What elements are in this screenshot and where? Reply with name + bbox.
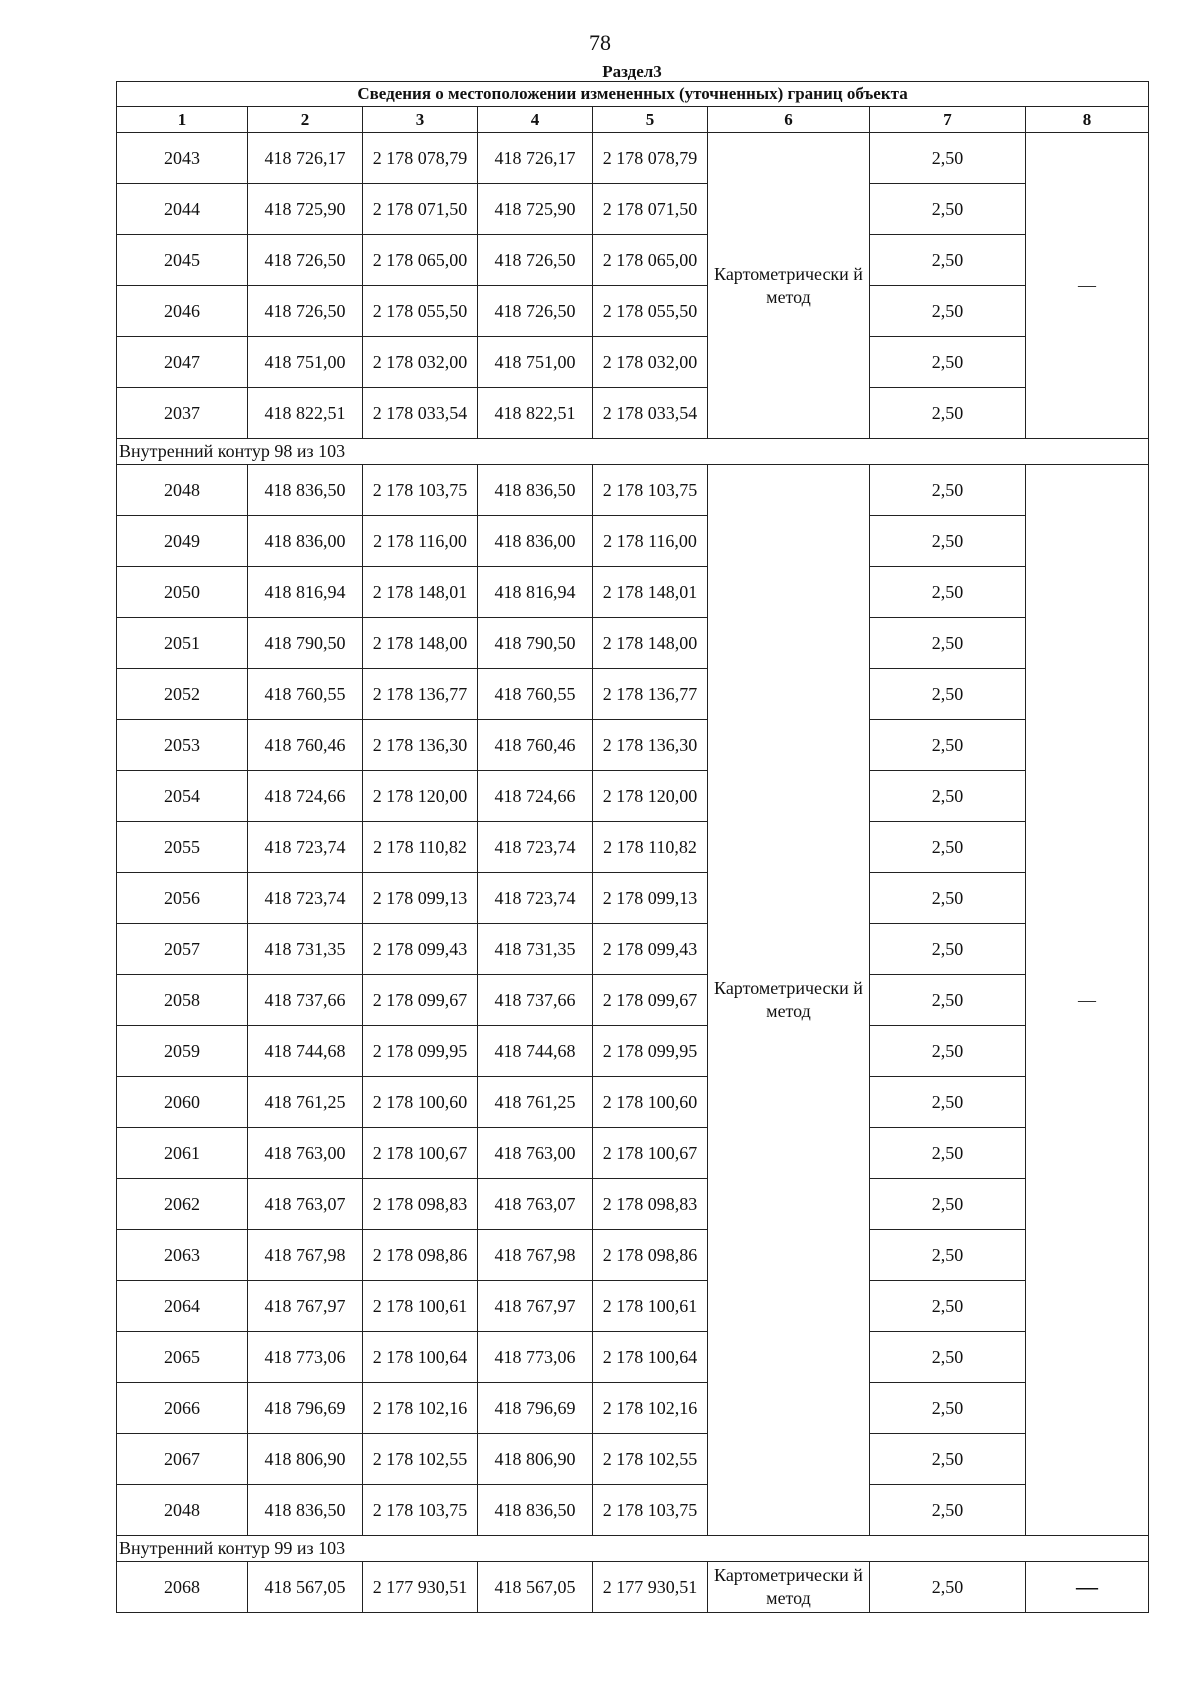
y-old-cell: 2 178 148,01	[363, 567, 478, 618]
x-new-cell: 418 836,50	[478, 1485, 593, 1536]
x-old-cell: 418 731,35	[248, 924, 363, 975]
y-old-cell: 2 178 099,67	[363, 975, 478, 1026]
table-row	[117, 1383, 1149, 1434]
table-row	[117, 286, 1149, 337]
x-old-cell: 418 790,50	[248, 618, 363, 669]
y-new-cell: 2 178 102,55	[593, 1434, 708, 1485]
x-new-cell: 418 767,98	[478, 1230, 593, 1281]
y-old-cell: 2 178 102,55	[363, 1434, 478, 1485]
x-new-cell: 418 760,55	[478, 669, 593, 720]
accuracy-cell: 2,50	[870, 924, 1026, 975]
accuracy-cell: 2,50	[870, 1179, 1026, 1230]
y-old-cell: 2 178 098,83	[363, 1179, 478, 1230]
table-row	[117, 1077, 1149, 1128]
accuracy-cell: 2,50	[870, 618, 1026, 669]
x-new-cell: 418 760,46	[478, 720, 593, 771]
accuracy-cell: 2,50	[870, 133, 1026, 184]
point-number-cell: 2067	[117, 1434, 248, 1485]
accuracy-cell: 2,50	[870, 1485, 1026, 1536]
point-number-cell: 2064	[117, 1281, 248, 1332]
x-new-cell: 418 761,25	[478, 1077, 593, 1128]
x-old-cell: 418 822,51	[248, 388, 363, 439]
point-number-cell: 2060	[117, 1077, 248, 1128]
point-number-cell: 2058	[117, 975, 248, 1026]
table-row	[117, 1485, 1149, 1536]
x-old-cell: 418 767,98	[248, 1230, 363, 1281]
table-row	[117, 669, 1149, 720]
x-old-cell: 418 767,97	[248, 1281, 363, 1332]
y-new-cell: 2 178 098,83	[593, 1179, 708, 1230]
accuracy-cell: 2,50	[870, 975, 1026, 1026]
x-new-cell: 418 806,90	[478, 1434, 593, 1485]
point-number-cell: 2057	[117, 924, 248, 975]
point-number-cell: 2048	[117, 1485, 248, 1536]
x-new-cell: 418 796,69	[478, 1383, 593, 1434]
x-new-cell: 418 767,97	[478, 1281, 593, 1332]
column-number-1: 1	[117, 107, 248, 133]
x-new-cell: 418 724,66	[478, 771, 593, 822]
table-row	[117, 337, 1149, 388]
accuracy-cell: 2,50	[870, 465, 1026, 516]
y-old-cell: 2 178 099,95	[363, 1026, 478, 1077]
x-old-cell: 418 567,05	[248, 1562, 363, 1613]
accuracy-cell: 2,50	[870, 184, 1026, 235]
table-row	[117, 516, 1149, 567]
table-row	[117, 873, 1149, 924]
accuracy-cell: 2,50	[870, 873, 1026, 924]
column-number-2: 2	[248, 107, 363, 133]
y-new-cell: 2 178 102,16	[593, 1383, 708, 1434]
point-number-cell: 2050	[117, 567, 248, 618]
x-new-cell: 418 731,35	[478, 924, 593, 975]
x-new-cell: 418 723,74	[478, 873, 593, 924]
point-number-cell: 2048	[117, 465, 248, 516]
x-new-cell: 418 723,74	[478, 822, 593, 873]
table-row	[117, 235, 1149, 286]
accuracy-cell: 2,50	[870, 720, 1026, 771]
y-new-cell: 2 178 099,67	[593, 975, 708, 1026]
method-cell: Картометрически й метод	[708, 465, 870, 1536]
accuracy-cell: 2,50	[870, 337, 1026, 388]
y-old-cell: 2 178 102,16	[363, 1383, 478, 1434]
table-row	[117, 1179, 1149, 1230]
y-new-cell: 2 178 100,60	[593, 1077, 708, 1128]
x-new-cell: 418 836,50	[478, 465, 593, 516]
column-number-7: 7	[870, 107, 1026, 133]
x-old-cell: 418 744,68	[248, 1026, 363, 1077]
x-old-cell: 418 737,66	[248, 975, 363, 1026]
x-old-cell: 418 760,55	[248, 669, 363, 720]
accuracy-cell: 2,50	[870, 235, 1026, 286]
y-old-cell: 2 178 110,82	[363, 822, 478, 873]
y-new-cell: 2 178 103,75	[593, 1485, 708, 1536]
coordinates-table	[116, 81, 1149, 1613]
point-number-cell: 2052	[117, 669, 248, 720]
column-number-4: 4	[478, 107, 593, 133]
point-number-cell: 2065	[117, 1332, 248, 1383]
table-row	[117, 1230, 1149, 1281]
y-new-cell: 2 178 110,82	[593, 822, 708, 873]
point-number-cell: 2055	[117, 822, 248, 873]
y-new-cell: 2 178 098,86	[593, 1230, 708, 1281]
table-row	[117, 133, 1149, 184]
y-old-cell: 2 178 100,61	[363, 1281, 478, 1332]
accuracy-cell: 2,50	[870, 1434, 1026, 1485]
table-caption: Сведения о местоположении измененных (уточненных) границ объекта	[117, 82, 1149, 107]
x-new-cell: 418 567,05	[478, 1562, 593, 1613]
x-old-cell: 418 725,90	[248, 184, 363, 235]
y-old-cell: 2 178 099,13	[363, 873, 478, 924]
x-new-cell: 418 726,50	[478, 235, 593, 286]
x-new-cell: 418 790,50	[478, 618, 593, 669]
accuracy-cell: 2,50	[870, 1230, 1026, 1281]
y-new-cell: 2 178 136,77	[593, 669, 708, 720]
y-new-cell: 2 178 078,79	[593, 133, 708, 184]
x-old-cell: 418 723,74	[248, 873, 363, 924]
point-number-cell: 2051	[117, 618, 248, 669]
column-number-3: 3	[363, 107, 478, 133]
y-new-cell: 2 178 100,64	[593, 1332, 708, 1383]
table-row	[117, 822, 1149, 873]
table-row	[117, 465, 1149, 516]
point-number-cell: 2043	[117, 133, 248, 184]
accuracy-cell: 2,50	[870, 1562, 1026, 1613]
point-number-cell: 2047	[117, 337, 248, 388]
column-8-cell: —	[1026, 133, 1149, 439]
page-number: 78	[589, 30, 611, 55]
section-title: Раздел3	[602, 62, 662, 81]
point-number-cell: 2061	[117, 1128, 248, 1179]
point-number-cell: 2063	[117, 1230, 248, 1281]
column-number-8: 8	[1026, 107, 1149, 133]
point-number-cell: 2045	[117, 235, 248, 286]
point-number-cell: 2046	[117, 286, 248, 337]
point-number-cell: 2053	[117, 720, 248, 771]
table-row	[117, 1281, 1149, 1332]
accuracy-cell: 2,50	[870, 1077, 1026, 1128]
y-old-cell: 2 178 136,30	[363, 720, 478, 771]
accuracy-cell: 2,50	[870, 1383, 1026, 1434]
table-row	[117, 1026, 1149, 1077]
y-new-cell: 2 178 148,01	[593, 567, 708, 618]
point-number-cell: 2068	[117, 1562, 248, 1613]
x-new-cell: 418 726,17	[478, 133, 593, 184]
accuracy-cell: 2,50	[870, 669, 1026, 720]
x-old-cell: 418 760,46	[248, 720, 363, 771]
x-old-cell: 418 806,90	[248, 1434, 363, 1485]
x-old-cell: 418 763,07	[248, 1179, 363, 1230]
y-old-cell: 2 178 120,00	[363, 771, 478, 822]
accuracy-cell: 2,50	[870, 388, 1026, 439]
column-number-row	[117, 107, 1149, 133]
x-new-cell: 418 751,00	[478, 337, 593, 388]
table-row	[117, 1128, 1149, 1179]
contour-label-row	[117, 1536, 1149, 1562]
y-new-cell: 2 178 116,00	[593, 516, 708, 567]
x-old-cell: 418 723,74	[248, 822, 363, 873]
x-old-cell: 418 726,50	[248, 286, 363, 337]
x-old-cell: 418 726,17	[248, 133, 363, 184]
y-old-cell: 2 178 098,86	[363, 1230, 478, 1281]
y-old-cell: 2 178 078,79	[363, 133, 478, 184]
y-new-cell: 2 178 099,13	[593, 873, 708, 924]
x-old-cell: 418 836,50	[248, 1485, 363, 1536]
method-cell: Картометрически й метод	[708, 1562, 870, 1613]
x-old-cell: 418 761,25	[248, 1077, 363, 1128]
point-number-cell: 2059	[117, 1026, 248, 1077]
point-number-cell: 2044	[117, 184, 248, 235]
x-old-cell: 418 726,50	[248, 235, 363, 286]
x-new-cell: 418 763,07	[478, 1179, 593, 1230]
y-new-cell: 2 178 055,50	[593, 286, 708, 337]
table-row	[117, 975, 1149, 1026]
point-number-cell: 2049	[117, 516, 248, 567]
y-old-cell: 2 178 136,77	[363, 669, 478, 720]
table-row	[117, 618, 1149, 669]
y-new-cell: 2 178 033,54	[593, 388, 708, 439]
y-old-cell: 2 178 148,00	[363, 618, 478, 669]
contour-label: Внутренний контур 99 из 103	[117, 1536, 1149, 1562]
accuracy-cell: 2,50	[870, 1128, 1026, 1179]
point-number-cell: 2037	[117, 388, 248, 439]
y-old-cell: 2 178 033,54	[363, 388, 478, 439]
contour-label-row	[117, 439, 1149, 465]
x-new-cell: 418 737,66	[478, 975, 593, 1026]
table-row	[117, 1332, 1149, 1383]
x-new-cell: 418 773,06	[478, 1332, 593, 1383]
x-new-cell: 418 726,50	[478, 286, 593, 337]
point-number-cell: 2054	[117, 771, 248, 822]
x-old-cell: 418 836,00	[248, 516, 363, 567]
point-number-cell: 2066	[117, 1383, 248, 1434]
y-old-cell: 2 178 055,50	[363, 286, 478, 337]
x-old-cell: 418 816,94	[248, 567, 363, 618]
y-old-cell: 2 178 032,00	[363, 337, 478, 388]
y-new-cell: 2 178 099,95	[593, 1026, 708, 1077]
y-new-cell: 2 177 930,51	[593, 1562, 708, 1613]
y-new-cell: 2 178 120,00	[593, 771, 708, 822]
y-new-cell: 2 178 099,43	[593, 924, 708, 975]
x-new-cell: 418 822,51	[478, 388, 593, 439]
x-new-cell: 418 725,90	[478, 184, 593, 235]
accuracy-cell: 2,50	[870, 516, 1026, 567]
y-new-cell: 2 178 136,30	[593, 720, 708, 771]
y-old-cell: 2 178 116,00	[363, 516, 478, 567]
table-row	[117, 567, 1149, 618]
accuracy-cell: 2,50	[870, 567, 1026, 618]
y-old-cell: 2 178 100,67	[363, 1128, 478, 1179]
y-new-cell: 2 178 065,00	[593, 235, 708, 286]
accuracy-cell: 2,50	[870, 771, 1026, 822]
column-8-cell: —	[1026, 1562, 1149, 1613]
x-old-cell: 418 751,00	[248, 337, 363, 388]
y-old-cell: 2 178 099,43	[363, 924, 478, 975]
accuracy-cell: 2,50	[870, 1281, 1026, 1332]
x-old-cell: 418 796,69	[248, 1383, 363, 1434]
point-number-cell: 2056	[117, 873, 248, 924]
y-new-cell: 2 178 100,61	[593, 1281, 708, 1332]
y-new-cell: 2 178 148,00	[593, 618, 708, 669]
y-new-cell: 2 178 032,00	[593, 337, 708, 388]
y-old-cell: 2 178 103,75	[363, 1485, 478, 1536]
accuracy-cell: 2,50	[870, 286, 1026, 337]
table-row	[117, 771, 1149, 822]
point-number-cell: 2062	[117, 1179, 248, 1230]
x-new-cell: 418 744,68	[478, 1026, 593, 1077]
x-old-cell: 418 763,00	[248, 1128, 363, 1179]
y-old-cell: 2 178 065,00	[363, 235, 478, 286]
column-number-6: 6	[708, 107, 870, 133]
y-old-cell: 2 178 100,64	[363, 1332, 478, 1383]
coordinates-table-wrap	[116, 63, 1148, 1613]
x-new-cell: 418 836,00	[478, 516, 593, 567]
table-row	[117, 720, 1149, 771]
method-cell: Картометрически й метод	[708, 133, 870, 439]
x-new-cell: 418 816,94	[478, 567, 593, 618]
accuracy-cell: 2,50	[870, 1026, 1026, 1077]
y-new-cell: 2 178 100,67	[593, 1128, 708, 1179]
x-old-cell: 418 773,06	[248, 1332, 363, 1383]
table-row	[117, 184, 1149, 235]
column-8-cell: —	[1026, 465, 1149, 1536]
x-old-cell: 418 836,50	[248, 465, 363, 516]
table-body	[117, 133, 1149, 1613]
accuracy-cell: 2,50	[870, 822, 1026, 873]
x-new-cell: 418 763,00	[478, 1128, 593, 1179]
y-old-cell: 2 178 100,60	[363, 1077, 478, 1128]
contour-label: Внутренний контур 98 из 103	[117, 439, 1149, 465]
y-old-cell: 2 178 071,50	[363, 184, 478, 235]
table-row	[117, 388, 1149, 439]
column-number-5: 5	[593, 107, 708, 133]
table-row	[117, 1562, 1149, 1613]
y-new-cell: 2 178 103,75	[593, 465, 708, 516]
y-old-cell: 2 178 103,75	[363, 465, 478, 516]
table-row	[117, 1434, 1149, 1485]
y-old-cell: 2 177 930,51	[363, 1562, 478, 1613]
accuracy-cell: 2,50	[870, 1332, 1026, 1383]
y-new-cell: 2 178 071,50	[593, 184, 708, 235]
table-row	[117, 924, 1149, 975]
x-old-cell: 418 724,66	[248, 771, 363, 822]
